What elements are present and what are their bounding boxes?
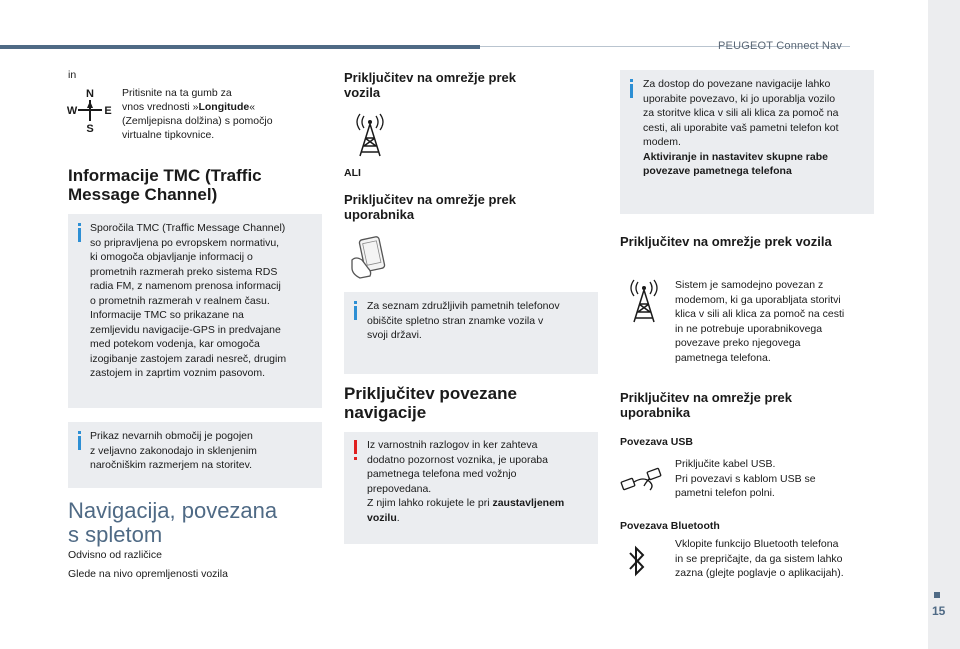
danger-zone-info-text: Prikaz nevarnih območij je pogojen z veljavno zakonodajo in sklenjenim naročniškim razmerjem na storitev. [90,430,257,471]
version-note: Odvisno od različice [68,549,162,561]
page-side-band [928,0,960,649]
info-icon-bar [78,436,81,450]
header-bar [0,45,480,49]
intro-word: in [68,69,77,81]
info-icon [78,223,81,226]
compass-text-bold: Longitude [198,101,250,113]
bluetooth-text: Vklopite funkcijo Bluetooth telefona in se prepričajte, da ga sistem lahko zazna (glejte poglavje o aplikacijah). [675,538,844,579]
vehicle-connection-heading: Priključitev na omrežje prek vozila [344,70,516,100]
compass-s: S [86,123,94,135]
compass-n: N [86,88,94,100]
warning-icon [354,440,357,454]
connected-navigation-heading: Priključitev povezane navigacije [344,384,517,422]
page-number: 15 [932,604,946,618]
connected-navigation-title: Navigacija, povezana s spletom [68,498,278,547]
or-label: ALI [344,167,361,179]
connected-nav-access-text: Za dostop do povezane navigacije lahko uporabite povezavo, ki jo uporablja vozilo za storitve klica v sili ali klica za pomoč na cesti, ali uporabite vaš pametni telefon kot modem. Aktiviranje in nastavitev skupne rabe povezave pametnega telefona [643,78,839,177]
bluetooth-label: Povezava Bluetooth [620,520,720,532]
usb-text: Priključite kabel USB. Pri povezavi s kablom USB se pametni telefon polni. [675,458,816,499]
user-connection-heading: Priključitev na omrežje prek uporabnika [344,192,516,222]
info-icon-bar [630,84,633,98]
usb-label: Povezava USB [620,436,693,448]
compass-text-c: « [249,101,256,113]
compass-w: W [66,105,78,117]
bluetooth-icon [628,544,646,578]
header-title: PEUGEOT Connect Nav [718,40,843,52]
warning-icon-dot [354,457,357,460]
info-icon-bar [78,228,81,242]
info-icon [354,301,357,304]
compass-text-d: (Zemljepisna dolžina) s pomočjo [122,115,273,127]
tmc-info-text: Sporočila TMC (Traffic Message Channel) so pripravljena po evropskem normativu, ki omogoča objavljanje informacij o prometnih razmerah preko sistema RDS radia FM, z namenom prenosa informacij o prometnih razmerah v realnem času. Informacije TMC so prikazane na zemljevidu navigacije-GPS in predvajane med potekom vodenja, kar omogoča izogibanje zastojem zaradi nesreč, drugim zastojem in zaprtim voznim pasovom. [90,222,287,379]
tmc-heading: Informacije TMC (Traffic Message Channel) [68,166,262,204]
info-icon [78,431,81,434]
compass-e: E [104,105,112,117]
user-connection-heading-2: Priključitev na omrežje prek uporabnika [620,390,792,420]
compass-text-b: vnos vrednosti » [122,101,199,113]
page-marker [934,592,940,598]
compass-instructions [122,86,322,142]
info-icon-bar [354,306,357,320]
compass-icon [68,86,112,134]
vehicle-connection-heading-2: Priključitev na omrežje prek vozila [620,234,832,249]
info-icon [630,79,633,82]
smartphone-hand-icon [346,234,392,280]
compass-text-a: Pritisnite na ta gumb za [122,87,232,99]
usb-cable-icon [620,464,664,500]
compass-text-e: virtualne tipkovnice. [122,129,215,141]
equipment-note: Glede na nivo opremljenosti vozila [68,568,228,580]
safety-warning-text: Iz varnostnih razlogov in ker zahteva dodatno pozornost voznika, je uporaba pametnega telefona med vožnjo prepovedana. Z njim lahko rokujete le pri zaustavljenem vozilu. [367,439,565,524]
vehicle-connection-text: Sistem je samodejno povezan z modemom, ki ga uporabljata storitvi klica v sili ali klica za pomoč na cesti in ne potrebuje uporabnikovega povezave preko njegovega pametnega telefona. [675,279,845,364]
antenna-icon [352,112,388,158]
antenna-icon [626,278,662,324]
compatible-phones-text: Za seznam združljivih pametnih telefonov obiščite spletno stran znamke vozila v svoji državi. [367,300,560,341]
